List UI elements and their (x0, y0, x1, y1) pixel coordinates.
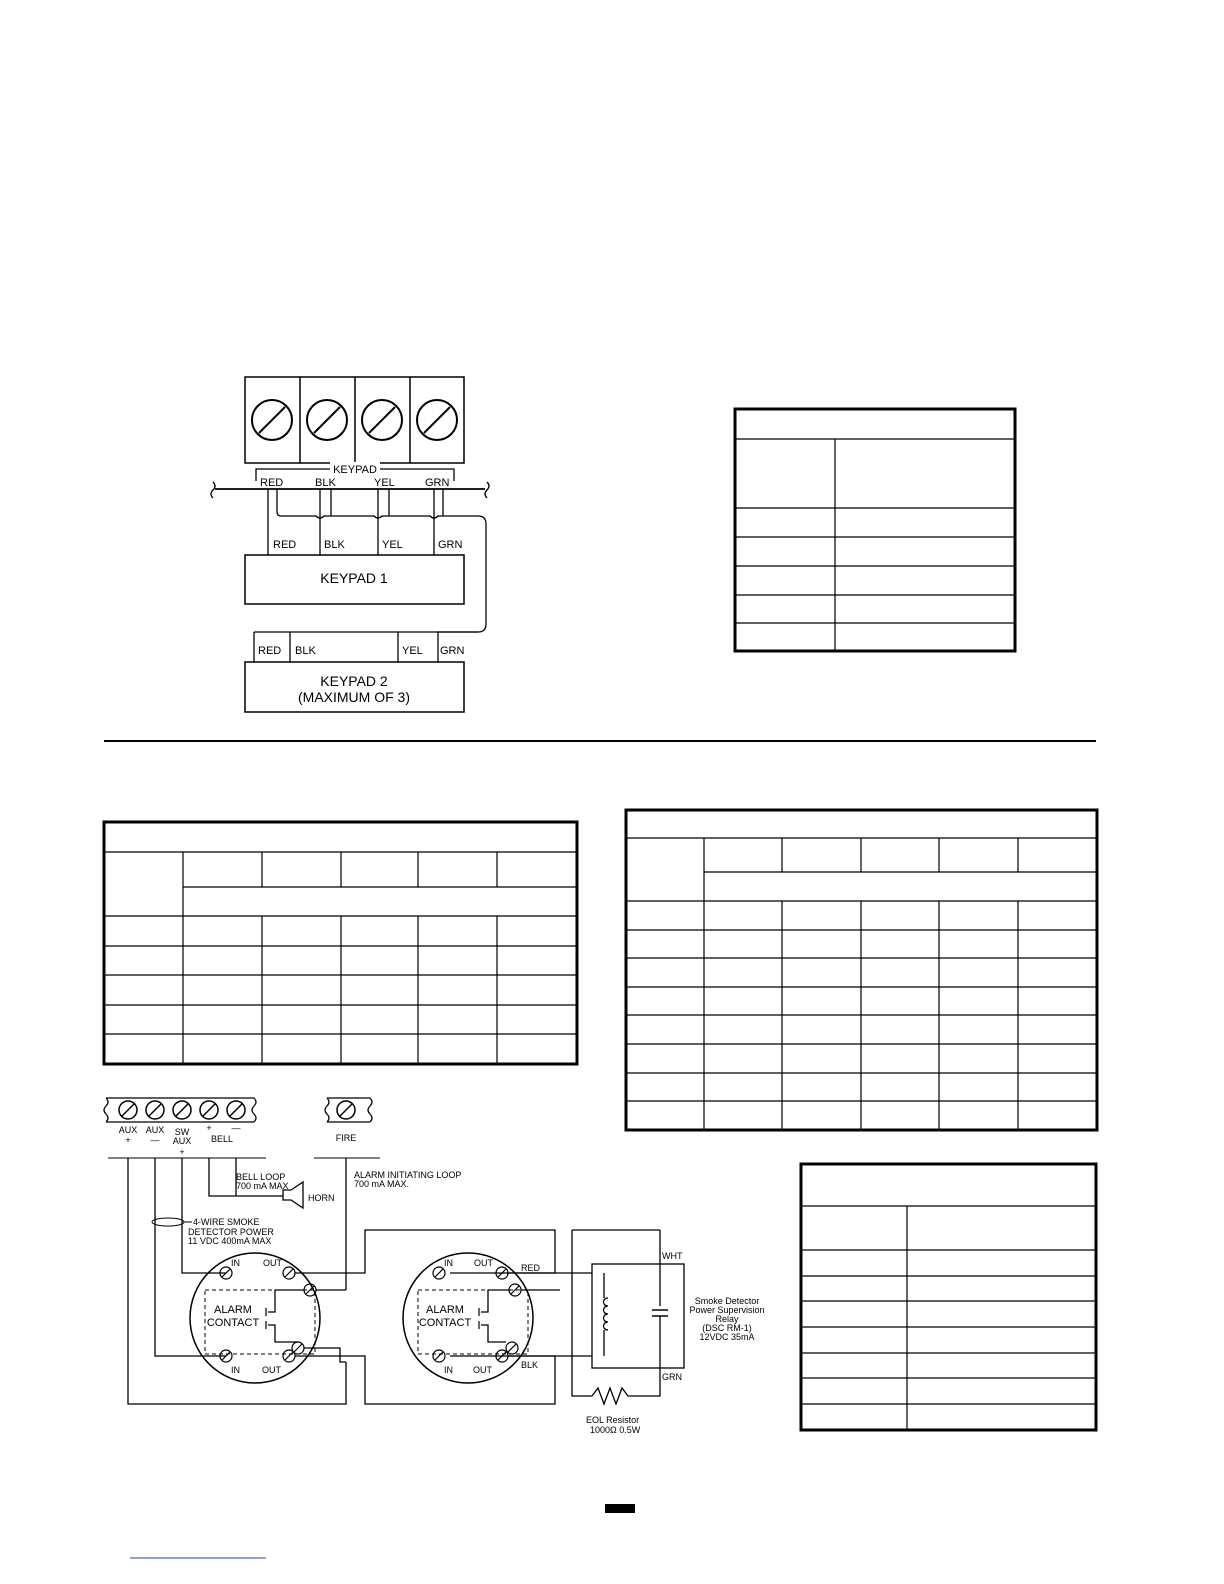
smoke-detector-diagram (104, 1098, 765, 1435)
det2-screw-in-bottom (433, 1350, 445, 1362)
det2-label-in-bottom: IN (444, 1365, 453, 1375)
wire-label-wht: WHT (662, 1251, 683, 1261)
det1-screw-alarm-bottom (292, 1342, 304, 1354)
fire-terminal (325, 1098, 372, 1143)
screw-terminal-blk (307, 400, 347, 440)
terminal-sign-aux-plus: + (125, 1135, 131, 1145)
det1-label-contact: CONTACT (206, 1317, 260, 1329)
bus-label-blk: BLK (315, 477, 336, 489)
eol-label-1: EOL Resistor (586, 1415, 640, 1425)
relay-label-1: Smoke Detector (694, 1296, 760, 1306)
terminal-sign-sw-aux: + (179, 1147, 185, 1157)
terminal-screw-bell-plus (200, 1101, 218, 1119)
keypad2-wire-red: RED (258, 645, 282, 657)
bus-label-yel: YEL (374, 477, 395, 489)
terminal-sign-aux-minus: — (150, 1135, 160, 1145)
terminal-sign-bell-plus: + (206, 1123, 212, 1133)
relay-label-5: 12VDC 35mA (699, 1332, 755, 1342)
wire-label-grn: GRN (662, 1372, 682, 1382)
bell-loop-label-2: 700 mA MAX (236, 1181, 289, 1191)
keypad1-wire-blk: BLK (324, 539, 345, 551)
panel-terminal-strip (104, 1098, 256, 1157)
screw-terminal-red (252, 400, 292, 440)
wire-label-blk: BLK (521, 1360, 539, 1370)
horn-label: HORN (308, 1193, 335, 1203)
keypad2-wire-blk: BLK (295, 645, 316, 657)
terminal-sign-bell-minus: — (231, 1123, 241, 1133)
smoke-power-label-2: DETECTOR POWER (188, 1227, 274, 1237)
det2-label-contact: CONTACT (418, 1317, 472, 1329)
supervision-relay (592, 1251, 684, 1382)
wire-label-red: RED (521, 1263, 541, 1273)
keypad-2-subtitle: (MAXIMUM OF 3) (298, 689, 410, 705)
table-middle-right (626, 810, 1097, 1130)
relay-label-3: Relay (715, 1314, 739, 1324)
det2-label-out-top: OUT (474, 1258, 493, 1268)
eol-resistor (572, 1230, 660, 1404)
page-number-marker (605, 1504, 635, 1513)
relay-coil-icon (604, 1298, 609, 1330)
alarm-loop-label-1: ALARM INITIATING LOOP (354, 1170, 462, 1180)
det1-label-in-bottom: IN (231, 1365, 240, 1375)
det2-label-in-top: IN (444, 1258, 453, 1268)
terminal-screw-sw-aux (173, 1101, 191, 1119)
det2-screw-in-top (433, 1267, 445, 1279)
table-top-right (735, 409, 1015, 651)
bus-label-grn: GRN (425, 477, 450, 489)
eol-label-2: 1000Ω 0.5W (590, 1425, 641, 1435)
terminal-label-bell: BELL (210, 1134, 234, 1144)
table-middle-left (104, 822, 577, 1064)
keypad-1-title: KEYPAD 1 (320, 570, 388, 586)
bus-label-red: RED (260, 477, 284, 489)
relay-label-4: (DSC RM-1) (702, 1323, 752, 1333)
keypad2-wire-grn: GRN (440, 645, 465, 657)
det1-screw-out-top (283, 1267, 295, 1279)
relay-label-2: Power Supervision (689, 1305, 765, 1315)
det1-label-out-bottom: OUT (262, 1365, 281, 1375)
smoke-power-label-1: 4-WIRE SMOKE (193, 1217, 260, 1227)
terminal-label-fire: FIRE (335, 1133, 357, 1143)
det1-label-out-top: OUT (263, 1258, 282, 1268)
table-bottom-right (801, 1164, 1096, 1430)
keypad2-wire-yel: YEL (402, 645, 423, 657)
keypad-bus-label: KEYPAD (333, 464, 377, 476)
keypad1-wire-yel: YEL (382, 539, 403, 551)
keypad-wiring-diagram (211, 377, 489, 712)
terminal-screw-aux-plus (119, 1101, 137, 1119)
screw-terminal-yel (362, 400, 402, 440)
screw-terminal-grn (417, 400, 457, 440)
det2-screw-alarm-bottom (506, 1342, 518, 1354)
keypad-2-title: KEYPAD 2 (320, 673, 388, 689)
det1-label-in-top: IN (231, 1258, 240, 1268)
terminal-label-aux-plus: AUX (118, 1125, 138, 1135)
det1-label-alarm: ALARM (214, 1304, 252, 1316)
terminal-label-aux-minus: AUX (145, 1125, 165, 1135)
keypad1-wire-grn: GRN (438, 539, 463, 551)
det2-label-alarm: ALARM (426, 1304, 464, 1316)
smoke-power-label-3: 11 VDC 400mA MAX (188, 1236, 272, 1246)
terminal-label-sw: SW (174, 1127, 190, 1137)
keypad1-wire-red: RED (273, 539, 297, 551)
bell-loop-label-1: BELL LOOP (236, 1172, 286, 1182)
det2-label-out-bottom: OUT (473, 1365, 492, 1375)
terminal-label-sw-aux: AUX (172, 1136, 192, 1146)
terminal-screw-aux-minus (146, 1101, 164, 1119)
alarm-loop-label-2: 700 mA MAX. (354, 1179, 410, 1189)
terminal-screw-bell-minus (227, 1101, 245, 1119)
